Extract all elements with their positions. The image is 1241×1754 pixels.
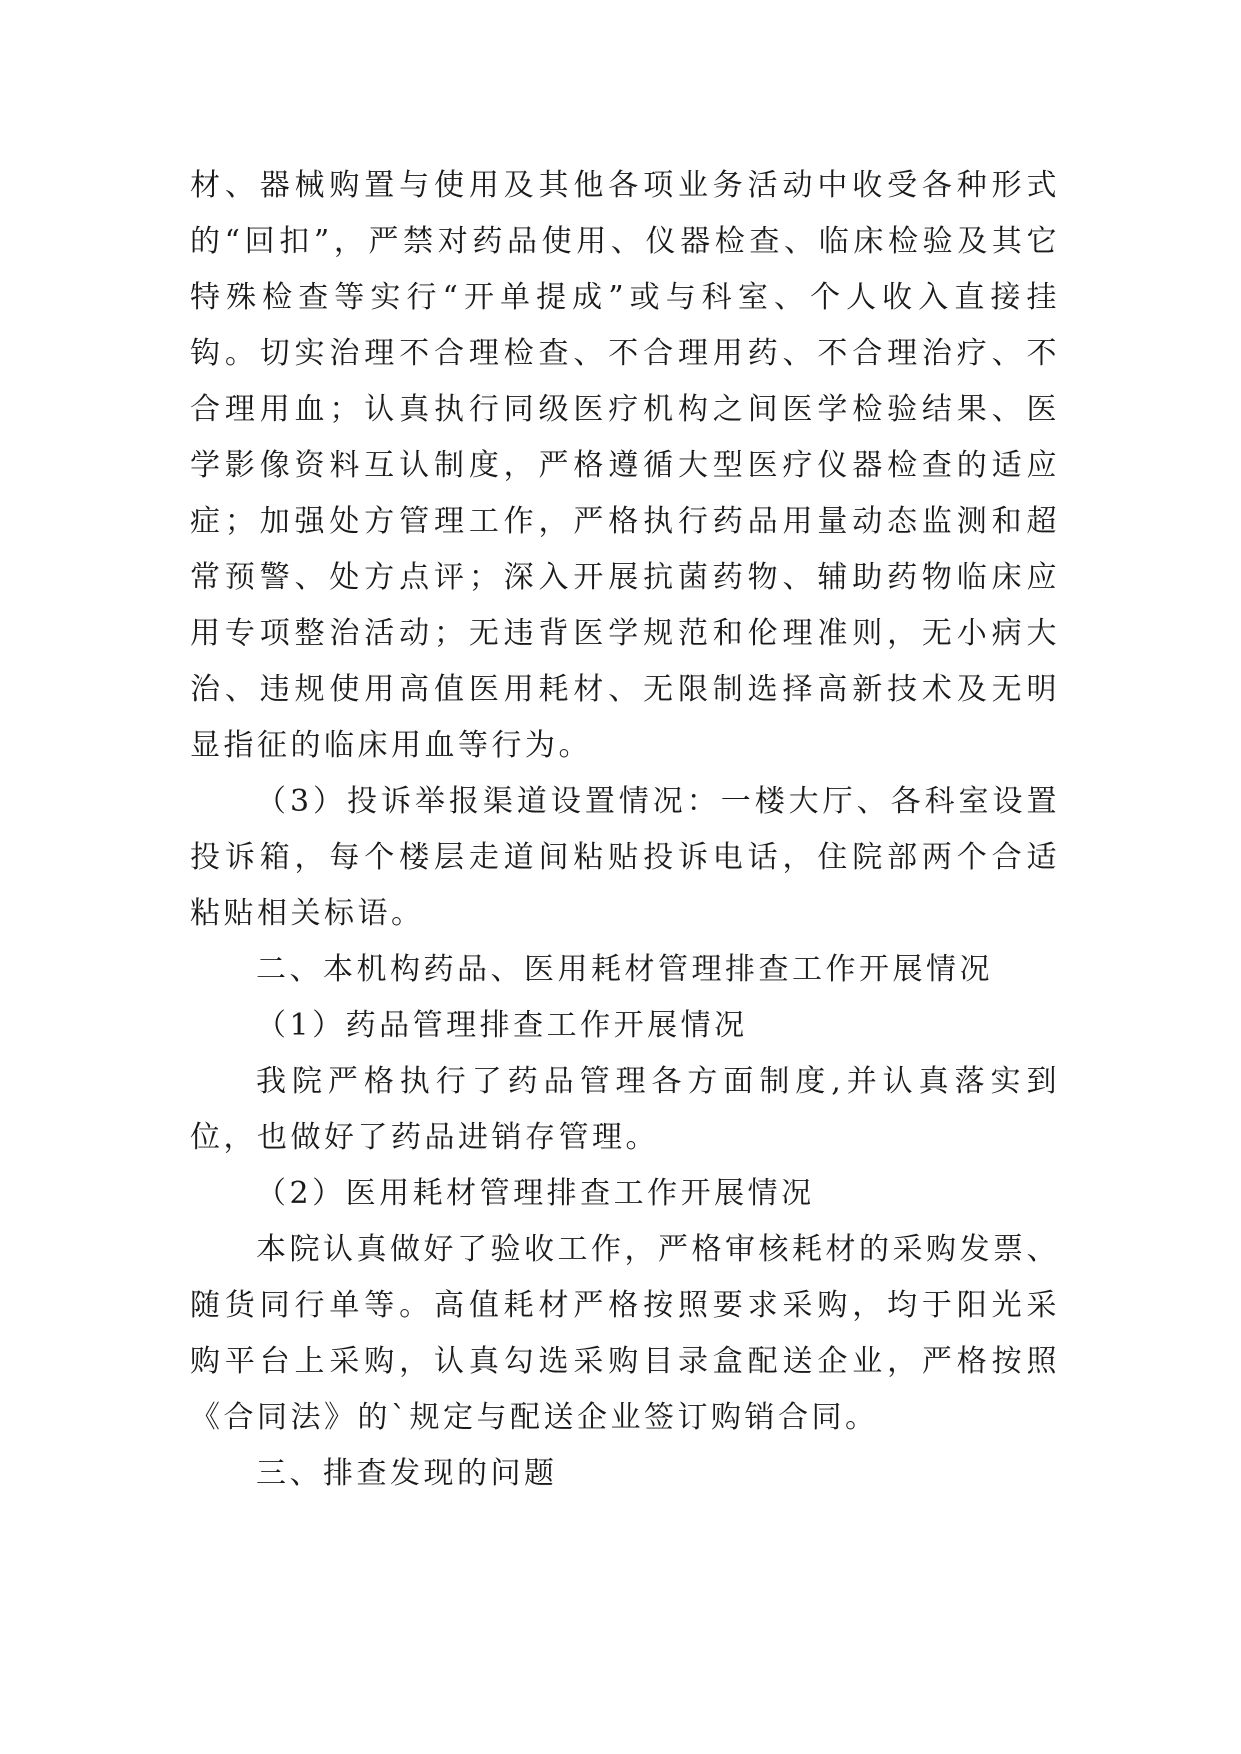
paragraph-complaint-channels: （3）投诉举报渠道设置情况：一楼大厅、各科室设置投诉箱，每个楼层走道间粘贴投诉电话，住院部两个合适粘贴相关标语。 bbox=[190, 784, 1060, 931]
section-heading-two: 二、本机构药品、医用耗材管理排查工作开展情况 bbox=[256, 952, 993, 987]
section-heading-three: 三、排查发现的问题 bbox=[256, 1456, 558, 1491]
paragraph-drug-management: 我院严格执行了药品管理各方面制度,并认真落实到位，也做好了药品进销存管理。 bbox=[190, 1064, 1060, 1155]
paragraph-continuation: 材、器械购置与使用及其他各项业务活动中收受各种形式的“回扣”，严禁对药品使用、仪器检查、临床检验及其它特殊检查等实行“开单提成”或与科室、个人收入直接挂钩。切实治理不合理检查、不合理用药、不合理治疗、不合理用血；认真执行同级医疗机构之间医学检验结果、医学影像资料互认制度，严格遵循大型医疗仪器检查的适应症；加强处方管理工作，严格执行药品用量动态监测和超常预警、处方点评；深入开展抗菌药物、辅助药物临床应用专项整治活动；无违背医学规范和伦理准则，无小病大治、违规使用高值医用耗材、无限制选择高新技术及无明显指征的临床用血等行为。 bbox=[190, 168, 1060, 763]
subheading-consumables-management: （2）医用耗材管理排查工作开展情况 bbox=[256, 1176, 815, 1211]
subheading-drug-management: （1）药品管理排查工作开展情况 bbox=[256, 1008, 748, 1043]
paragraph-consumables-management: 本院认真做好了验收工作，严格审核耗材的采购发票、随货同行单等。高值耗材严格按照要求采购，均于阳光采购平台上采购，认真勾选采购目录盒配送企业，严格按照《合同法》的`规定与配送企业签订购销合同。 bbox=[190, 1232, 1060, 1435]
document-body bbox=[190, 158, 1060, 1502]
